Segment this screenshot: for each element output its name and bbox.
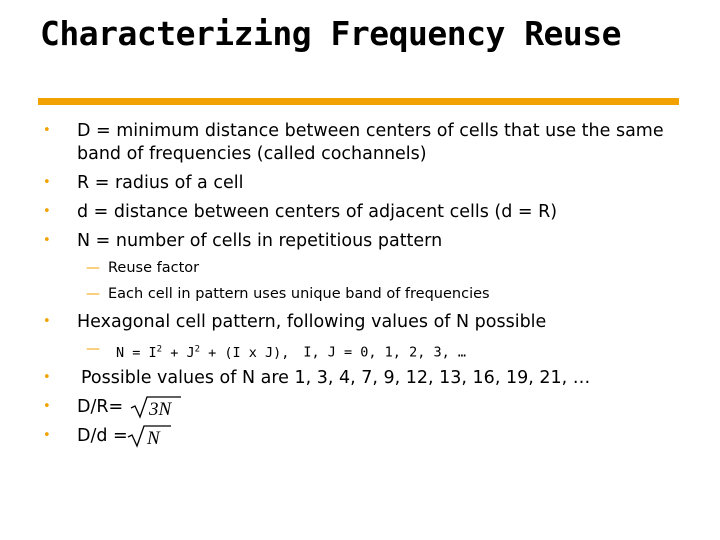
bullet-text-possible-values: Possible values of N are 1, 3, 4, 7, 9, 12, 13, 16, 19, 21, … [81,368,591,388]
bullet-item-Dd [0,425,720,449]
sqrt-N-text: N [147,428,160,449]
sub-item-reuse-factor [0,258,720,278]
bullet-item-DR [0,396,720,420]
bullet-text-D-line2: band of frequencies (called cochannels) [77,144,427,164]
sub-text-reuse-factor: Reuse factor [108,260,200,276]
formula-line [116,339,466,363]
bullet-item-hexagonal [0,311,720,333]
dash-marker: — [86,260,100,276]
sub-item-unique-band [0,284,720,304]
bullet-marker: • [43,370,51,385]
bullet-marker: • [43,233,51,248]
bullet-item-d [0,201,720,223]
dash-marker: — [86,341,100,357]
bullet-marker: • [43,175,51,190]
bullet-text-d: d = distance between centers of adjacent cells (d = R) [77,202,558,222]
sub-text-unique-band: Each cell in pattern uses unique band of frequencies [108,286,490,302]
bullet-text-N: N = number of cells in repetitious pattern [77,231,443,251]
bullet-marker: • [43,314,51,329]
bullet-text-D-line1: D = minimum distance between centers of cells that use the same [77,121,664,141]
bullet-item-N [0,230,720,252]
sqrt-3N-formula [130,394,182,420]
bullet-text-hexagonal: Hexagonal cell pattern, following values of N possible [77,312,547,332]
bullet-marker: • [43,428,51,443]
bullet-label-DR: D/R= [77,397,124,417]
sqrt-N-formula [127,423,173,449]
formula-N-equation: $N = I^2 + J^2 + (I$ x J), [116,344,290,361]
bullet-text-R: R = radius of a cell [77,173,244,193]
slide-title: Characterizing Frequency Reuse [40,14,622,53]
bullet-item-R [0,172,720,194]
title-underline [38,98,679,105]
dash-marker: — [86,286,100,302]
bullet-item-D [0,120,720,164]
sqrt-3N-text: 3N [149,399,172,420]
sub-item-formula [0,339,720,361]
bullet-item-possible-values [0,367,720,389]
bullet-marker: • [43,204,51,219]
bullet-marker: • [43,399,51,414]
formula-IJ-range: I, J = 0, 1, 2, 3, … [303,344,466,361]
bullet-label-Dd: D/d = [77,426,128,446]
bullet-marker: • [43,123,51,138]
